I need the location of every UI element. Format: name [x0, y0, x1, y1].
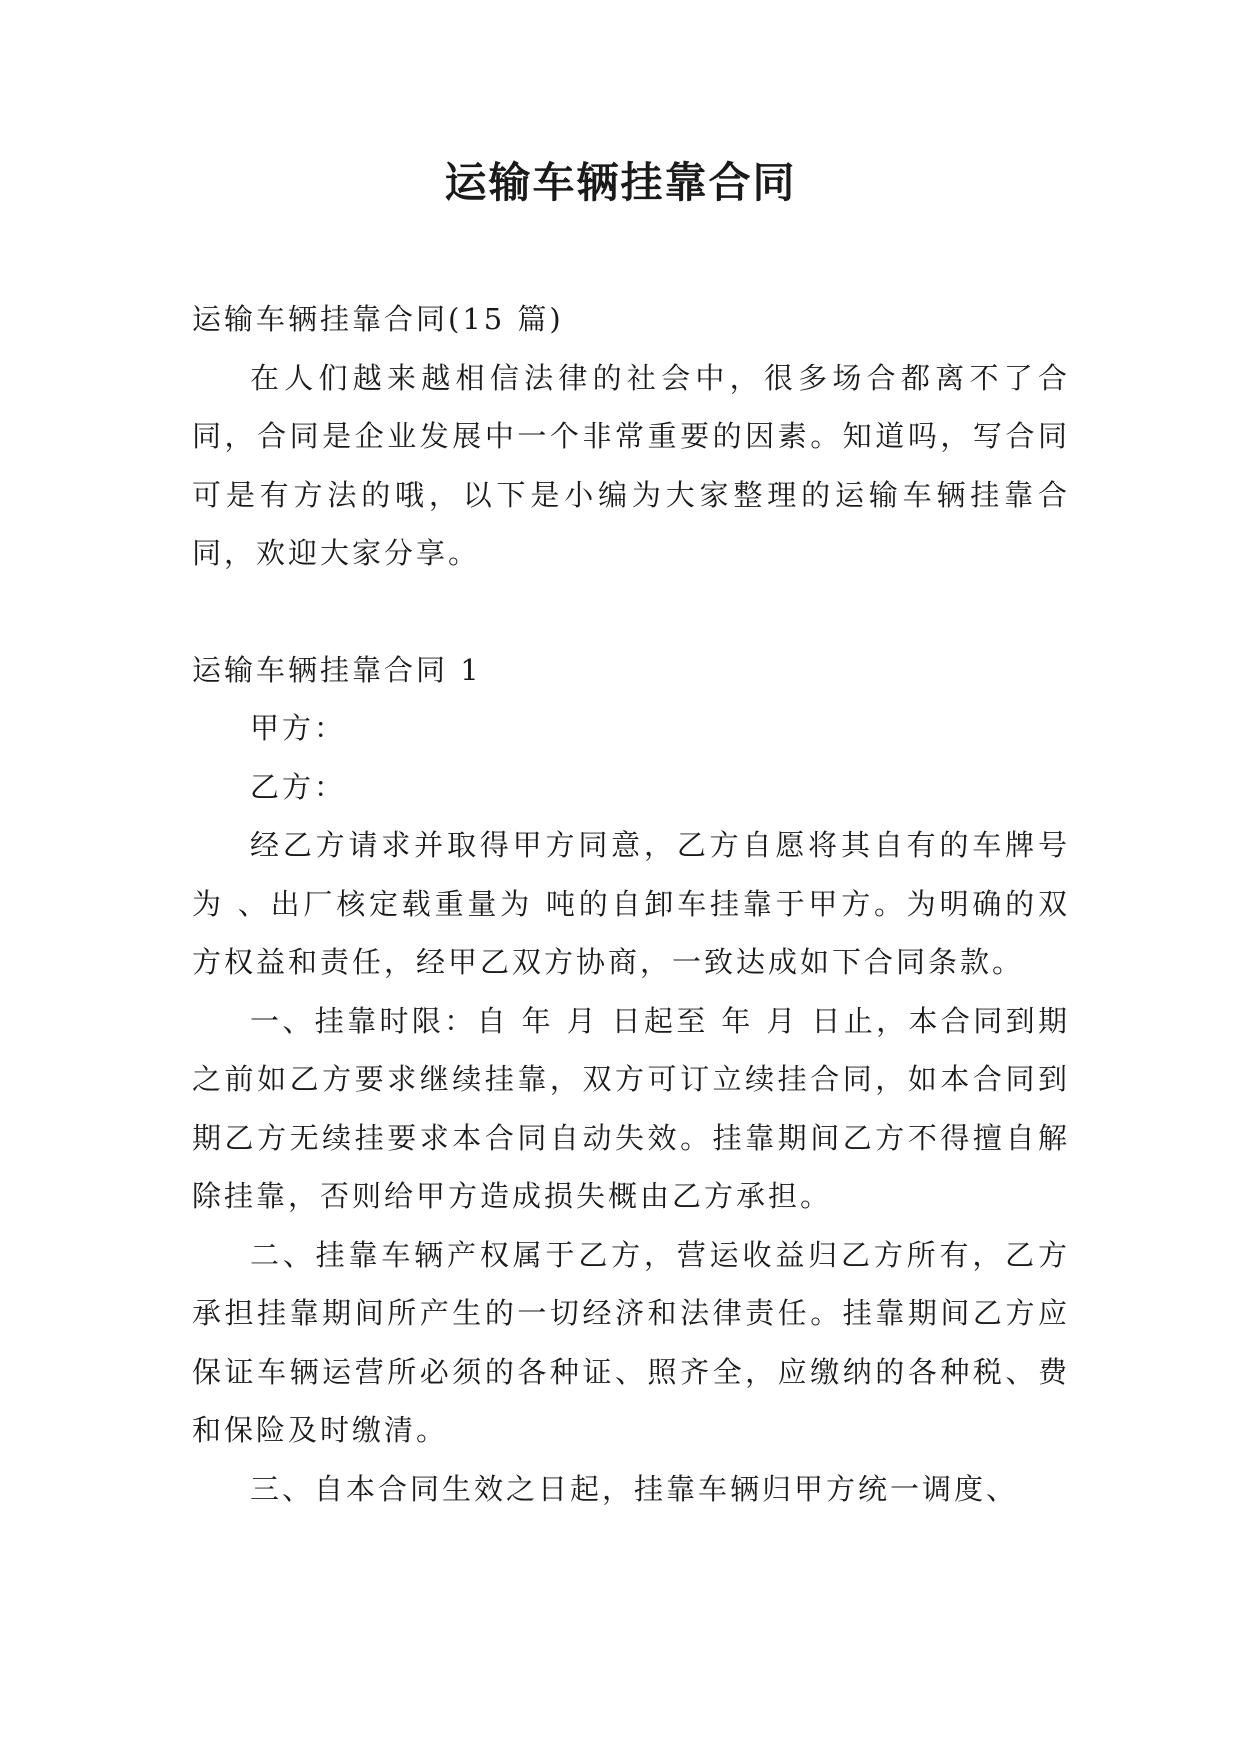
intro-paragraph: 在人们越来越相信法律的社会中，很多场合都离不了合同，合同是企业发展中一个非常重要的因素。知道吗，写合同可是有方法的哦，以下是小编为大家整理的运输车辆挂靠合同，欢迎大家分享。: [192, 360, 1070, 570]
section-title: 运输车辆挂靠合同 1: [192, 652, 482, 687]
clause-2-paragraph: 二、挂靠车辆产权属于乙方，营运收益归乙方所有，乙方承担挂靠期间所产生的一切经济和法律责任。挂靠期间乙方应保证车辆运营所必须的各种证、照齐全，应缴纳的各种税、费和保险及时缴清。: [192, 1237, 1070, 1447]
party-a-line: 甲方：: [250, 711, 347, 745]
document-subtitle: 运输车辆挂靠合同(15 篇): [192, 302, 564, 336]
contract-paragraph: 经乙方请求并取得甲方同意，乙方自愿将其自有的车牌号为 、出厂核定载重量为 吨的自卸车挂靠于甲方。为明确的双方权益和责任，经甲乙双方协商，一致达成如下合同条款。: [192, 828, 1070, 979]
party-b-line: 乙方：: [250, 769, 347, 804]
clause-3-paragraph: 三、自本合同生效之日起，挂靠车辆归甲方统一调度、: [250, 1471, 1019, 1506]
document-title: 运输车辆挂靠合同: [444, 158, 797, 207]
paragraph-gap: [192, 583, 1070, 641]
clause-1-paragraph: 一、挂靠时限：自 年 月 日起至 年 月 日止，本合同到期之前如乙方要求继续挂靠，双方可订立续挂合同，如本合同到期乙方无续挂要求本合同自动失效。挂靠期间乙方不得擅自解除挂靠，否则给甲方造成损失概由乙方承担。: [192, 1003, 1070, 1213]
document-body: [192, 290, 1070, 1518]
